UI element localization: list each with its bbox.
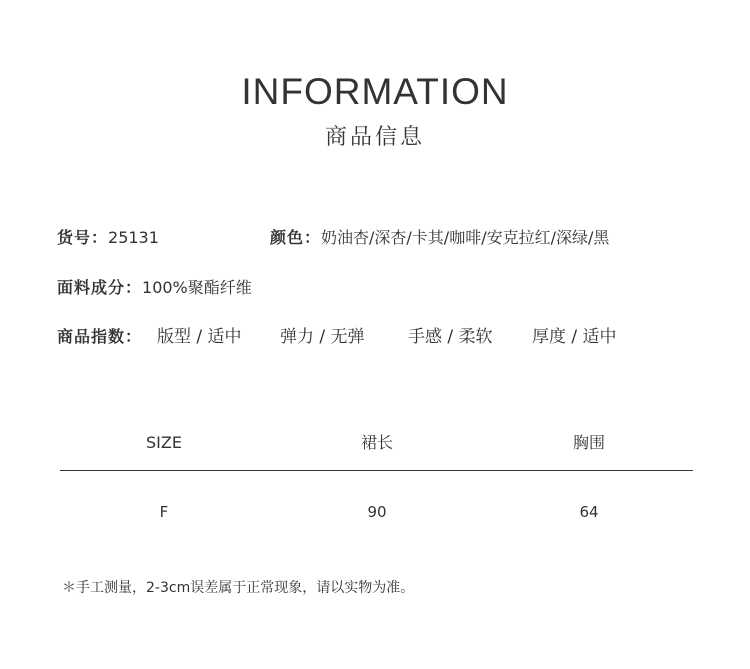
sku-label: 货号： (57, 228, 109, 247)
color-label: 颜色： (270, 228, 322, 247)
material-row (57, 276, 252, 300)
color-value: 奶油杏/深杏/卡其/咖啡/安克拉红/深绿/黑 (321, 228, 610, 247)
size-table-cell-bust: 64 (579, 503, 599, 521)
size-table-header-length: 裙长 (360, 433, 393, 452)
material-value: 100%聚酯纤维 (142, 278, 252, 297)
size-table-cell-size: F (159, 503, 169, 521)
material-label: 面料成分： (57, 278, 143, 297)
sku-value: 25131 (108, 228, 159, 247)
index-label: 商品指数： (57, 327, 143, 346)
table-divider (60, 470, 693, 471)
page-subtitle: 商品信息 (324, 125, 425, 150)
index-feel: 手感 / 柔软 (408, 327, 493, 347)
measurement-footnote: ＊手工测量，2-3cm误差属于正常现象，请以实物为准。 (62, 580, 415, 596)
color-row (270, 226, 609, 250)
sku-row (57, 226, 159, 250)
index-thickness: 厚度 / 适中 (532, 327, 617, 347)
size-table-cell-length: 90 (367, 503, 387, 521)
index-row (57, 325, 142, 349)
index-fit: 版型 / 适中 (157, 327, 242, 347)
index-elasticity: 弹力 / 无弹 (280, 327, 365, 347)
page-title: INFORMATION (241, 71, 509, 112)
size-table-header-bust: 胸围 (572, 433, 605, 452)
size-table-header-size: SIZE (146, 433, 182, 452)
